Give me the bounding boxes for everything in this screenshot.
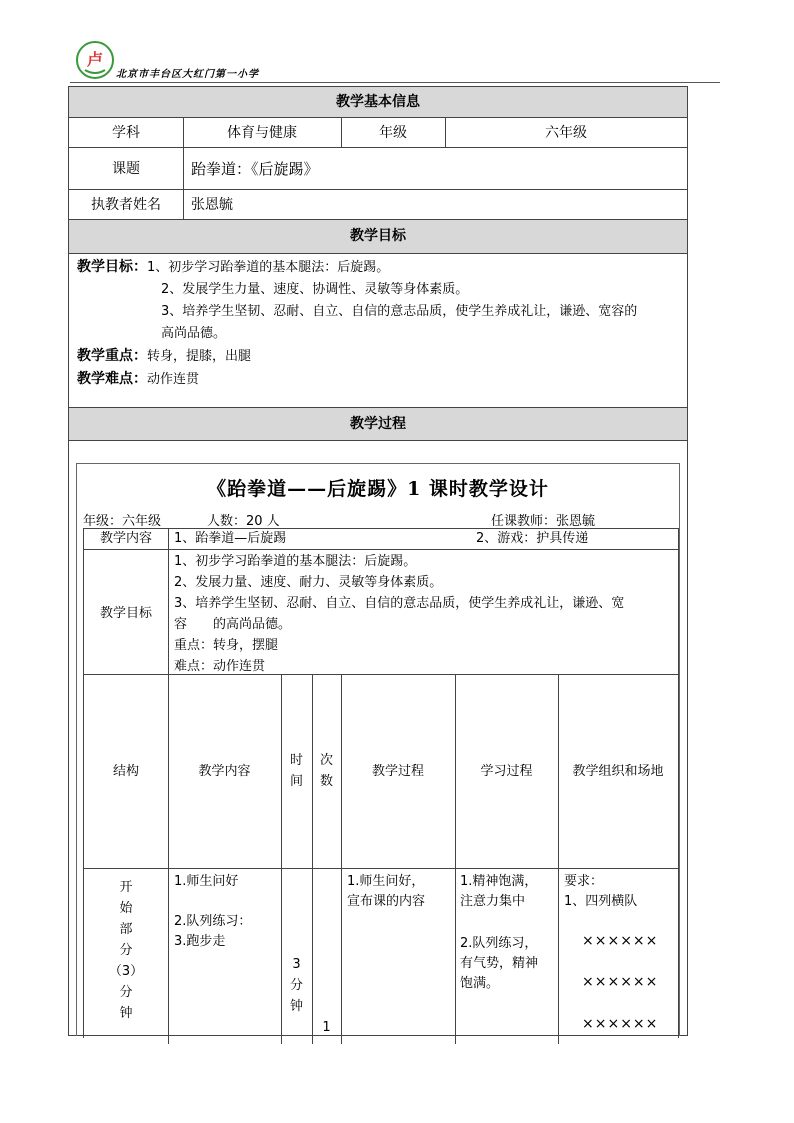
plan-goal-line: 3、培养学生坚韧、忍耐、自立、自信的意志品质，使学生养成礼让，谦逊、宽 — [174, 596, 625, 611]
start-content-1: 1.师生问好 — [174, 874, 239, 889]
goal-label: 教学目标： — [77, 259, 147, 275]
key-value: 转身，提膝，出腿 — [147, 349, 252, 364]
basic-info-heading: 教学基本信息 — [69, 87, 687, 117]
plan-grade: 年级：六年级 — [83, 514, 162, 529]
plan-goal-line: 2、发展力量、速度、耐力、灵敏等身体素质。 — [174, 575, 443, 590]
col-structure: 结构 — [112, 763, 139, 779]
subject-value: 体育与健康 — [227, 125, 297, 141]
goal-2: 2、发展学生力量、速度、协调性、灵敏等身体素质。 — [161, 282, 469, 297]
col-count: 次 数 — [319, 753, 333, 789]
col-time: 时 间 — [289, 753, 303, 789]
plan-content-label: 教学内容 — [99, 531, 152, 546]
school-name: 北京市丰台区大红门第一小学 — [116, 69, 259, 80]
topic-value: 跆拳道：《后旋踢》 — [191, 159, 319, 178]
col-organization: 教学组织和场地 — [572, 763, 664, 779]
lesson-plan — [76, 463, 680, 1036]
teacher-label: 执教者姓名 — [91, 197, 161, 213]
start-learning-1: 1.精神饱满， 注意力集中 — [460, 874, 538, 909]
formation-row: ×××××× — [582, 1016, 659, 1032]
plan-goal-line: 容 的高尚品德。 — [174, 617, 292, 632]
start-org-label: 要求： — [564, 874, 604, 889]
header-divider — [70, 82, 720, 83]
plan-goal-line: 重点：转身，摆腿 — [174, 638, 279, 653]
plan-goal-line: 难点：动作连贯 — [174, 659, 266, 674]
goal-3a: 3、培养学生坚韧、忍耐、自立、自信的意志品质，使学生养成礼让，谦逊、宽容的 — [161, 304, 638, 319]
grade-label: 年级 — [379, 125, 407, 141]
formation-row: ×××××× — [582, 974, 659, 990]
svg-text:卢: 卢 — [86, 50, 104, 69]
formation-row: ×××××× — [582, 933, 659, 949]
difficulty-value: 动作连贯 — [147, 372, 200, 387]
col-learning: 学习过程 — [480, 763, 533, 779]
topic-label: 课题 — [112, 161, 140, 177]
school-logo-icon — [75, 40, 115, 80]
plan-goals — [174, 551, 674, 677]
start-learning-2: 2.队列练习， 有气势，精神 饱满。 — [460, 936, 539, 991]
process-heading: 教学过程 — [69, 408, 687, 440]
start-teaching: 1.师生问好， 宣布课的内容 — [347, 874, 426, 909]
plan-teacher: 任课教师：张恩毓 — [491, 514, 596, 529]
subject-label: 学科 — [112, 125, 140, 141]
key-label: 教学重点： — [77, 348, 147, 364]
start-count: 1 — [322, 1020, 331, 1035]
start-content-3: 3.跑步走 — [174, 934, 226, 949]
goal-1: 1、初步学习跆拳道的基本腿法：后旋踢。 — [147, 260, 390, 275]
plan-goal-line: 1、初步学习跆拳道的基本腿法：后旋踢。 — [174, 554, 417, 569]
plan-content-2: 2、游戏：护具传递 — [476, 531, 589, 546]
plan-goal-label: 教学目标 — [99, 606, 152, 621]
plan-students: 人数：20 人 — [207, 514, 280, 529]
objectives-body — [77, 256, 681, 391]
plan-table — [83, 528, 679, 1038]
start-content-2: 2.队列练习： — [174, 914, 252, 929]
objectives-heading: 教学目标 — [69, 220, 687, 253]
plan-title: 《跆拳道——后旋踢》1 课时教学设计 — [207, 478, 549, 500]
plan-content-1: 1、跆拳道—后旋踢 — [174, 531, 287, 546]
grade-value: 六年级 — [545, 125, 587, 141]
col-content: 教学内容 — [198, 763, 251, 779]
goal-3b: 高尚品德。 — [161, 326, 227, 341]
start-time: 3 分 钟 — [289, 957, 303, 1014]
difficulty-label: 教学难点： — [77, 371, 147, 387]
col-teaching: 教学过程 — [371, 763, 424, 779]
start-structure: 开 始 部 分 （3） 分 钟 — [108, 880, 144, 1021]
teacher-value: 张恩毓 — [191, 197, 233, 213]
start-org-formation: 1、四列横队 — [564, 894, 638, 909]
